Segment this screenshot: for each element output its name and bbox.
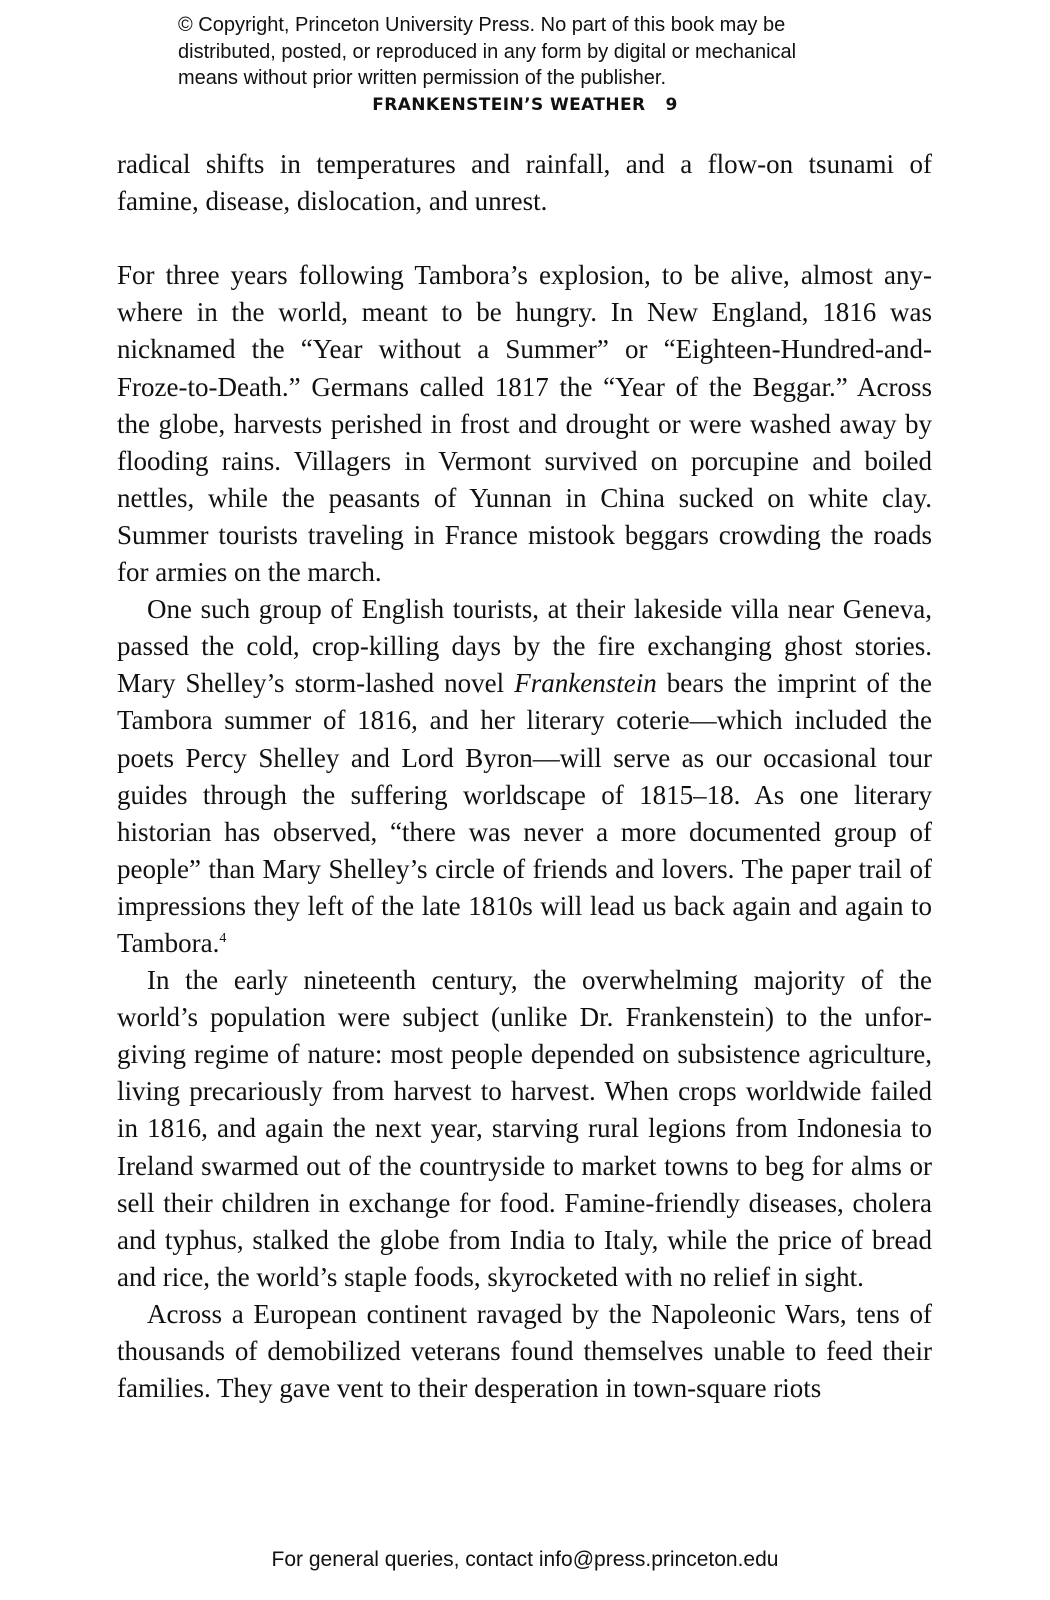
paragraph-text: One such group of English tourists, at their lakeside villa near Geneva, passed the cold, crop-killing days by the fire exchanging ghost stories. Mary Shelley’s storm-lashed novel bbox=[117, 594, 932, 699]
copyright-line: © Copyright, Princeton University Press. No part of this book may be bbox=[178, 14, 786, 36]
paragraph: radical shifts in temperatures and rainfall, and a flow-on tsunami of famine, disease, dislocation, and unrest. bbox=[117, 149, 932, 217]
paragraph: In the early nineteenth century, the overwhelming majority of the world’s population were subject (unlike Dr. Frankenstein) to the unforgiving regime of nature: most people depended on subsistence agriculture, living precariously from harvest to harvest. When crops worldwide failed in 1816, and again the next year, starving rural legions from Indonesia to Ireland swarmed out of the countryside to market towns to beg for alms or sell their children in exchange for food. Famine-friendly diseases, cholera and typhus, stalked the globe from India to Italy, while the price of bread and rice, the world’s staple foods, skyrocketed with no relief in sight. bbox=[117, 965, 932, 1292]
footnote-marker: 4 bbox=[219, 930, 227, 946]
paragraph: Across a European continent ravaged by the Napoleonic Wars, tens of thousands of demobilized veterans found themselves unable to feed their families. They gave vent to their desperation in town-square riots bbox=[117, 1298, 932, 1404]
book-title-italic: Frankenstein bbox=[514, 668, 657, 699]
running-head-title: FRANKENSTEIN’S WEATHER bbox=[372, 95, 646, 115]
running-head bbox=[0, 95, 1050, 115]
paragraph-text: bears the imprint of the Tambora summer of 1816, and her literary coterie—which included the poets Percy Shelley and Lord Byron—will serve as our occasional tour guides through the suffering worldscape of 1815–18. As one literary historian has observed, “there was never a more documented group of people” than Mary Shelley’s circle of friends and lovers. The paper trail of impressions they left of the late 1810s will lead us back again and again to Tambora. bbox=[117, 668, 932, 958]
copyright-line: distributed, posted, or reproduced in any form by digital or mechanical bbox=[178, 40, 797, 63]
paragraph bbox=[117, 591, 932, 962]
paragraph: For three years following Tambora’s explosion, to be alive, almost anywhere in the world, meant to be hungry. In New England, 1816 was nicknamed the “Year without a Summer” or “Eighteen-Hundred-and-Froze-to-Death.” Germans called 1817 the “Year of the Beggar.” Across the globe, harvests perished in frost and drought or were washed away by flooding rains. Villagers in Vermont survived on porcupine and boiled nettles, while the peasants of Yunnan in China sucked on white clay. Summer tourists traveling in France mistook beggars crowding the roads for armies on the march. bbox=[117, 260, 932, 588]
copyright-line: means without prior written permission of the publisher. bbox=[178, 67, 667, 89]
body-text bbox=[117, 146, 932, 1407]
page-number: 9 bbox=[665, 95, 678, 115]
copyright-notice bbox=[178, 12, 938, 92]
footer-contact: For general queries, contact info@press.princeton.edu bbox=[271, 1548, 779, 1571]
